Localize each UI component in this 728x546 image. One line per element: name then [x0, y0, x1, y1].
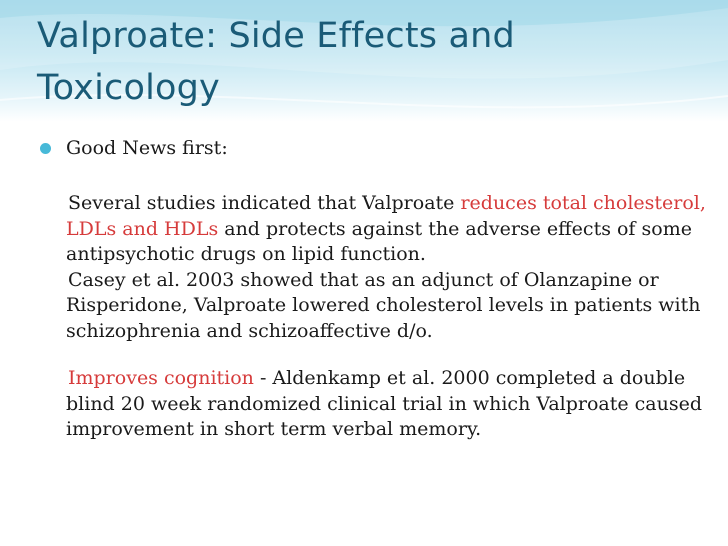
- slide-body: [66, 191, 706, 443]
- paragraph-casey: [66, 268, 706, 345]
- round-bullet-icon: [40, 143, 51, 154]
- paragraph-text: Casey et al. 2003 showed that as an adjunct of Olanzapine or Risperidone, Valproate lowered cholesterol levels in patients with schizophrenia and schizoaffective d/o.: [66, 268, 701, 342]
- highlight-text: Improves cognition: [68, 367, 254, 389]
- highlight-text: reduces total cholesterol, LDLs and HDLs: [66, 192, 706, 240]
- paragraph-text: and protects against the adverse effects of some antipsychotic drugs on lipid function.: [66, 217, 692, 265]
- paragraph-lipids: [66, 191, 706, 268]
- slide-title: Valproate: Side Effects and Toxicology: [37, 16, 515, 108]
- bullet-text: Good News first:: [66, 137, 228, 159]
- paragraph-text: Several studies indicated that Valproate: [68, 192, 461, 214]
- paragraph-text: - Aldenkamp et al. 2000 completed a double blind 20 week randomized clinical trial in which Valproate caused improvement in short term verbal memory.: [66, 367, 703, 440]
- bullet-item: [40, 134, 228, 162]
- paragraph-cognition: [66, 366, 706, 443]
